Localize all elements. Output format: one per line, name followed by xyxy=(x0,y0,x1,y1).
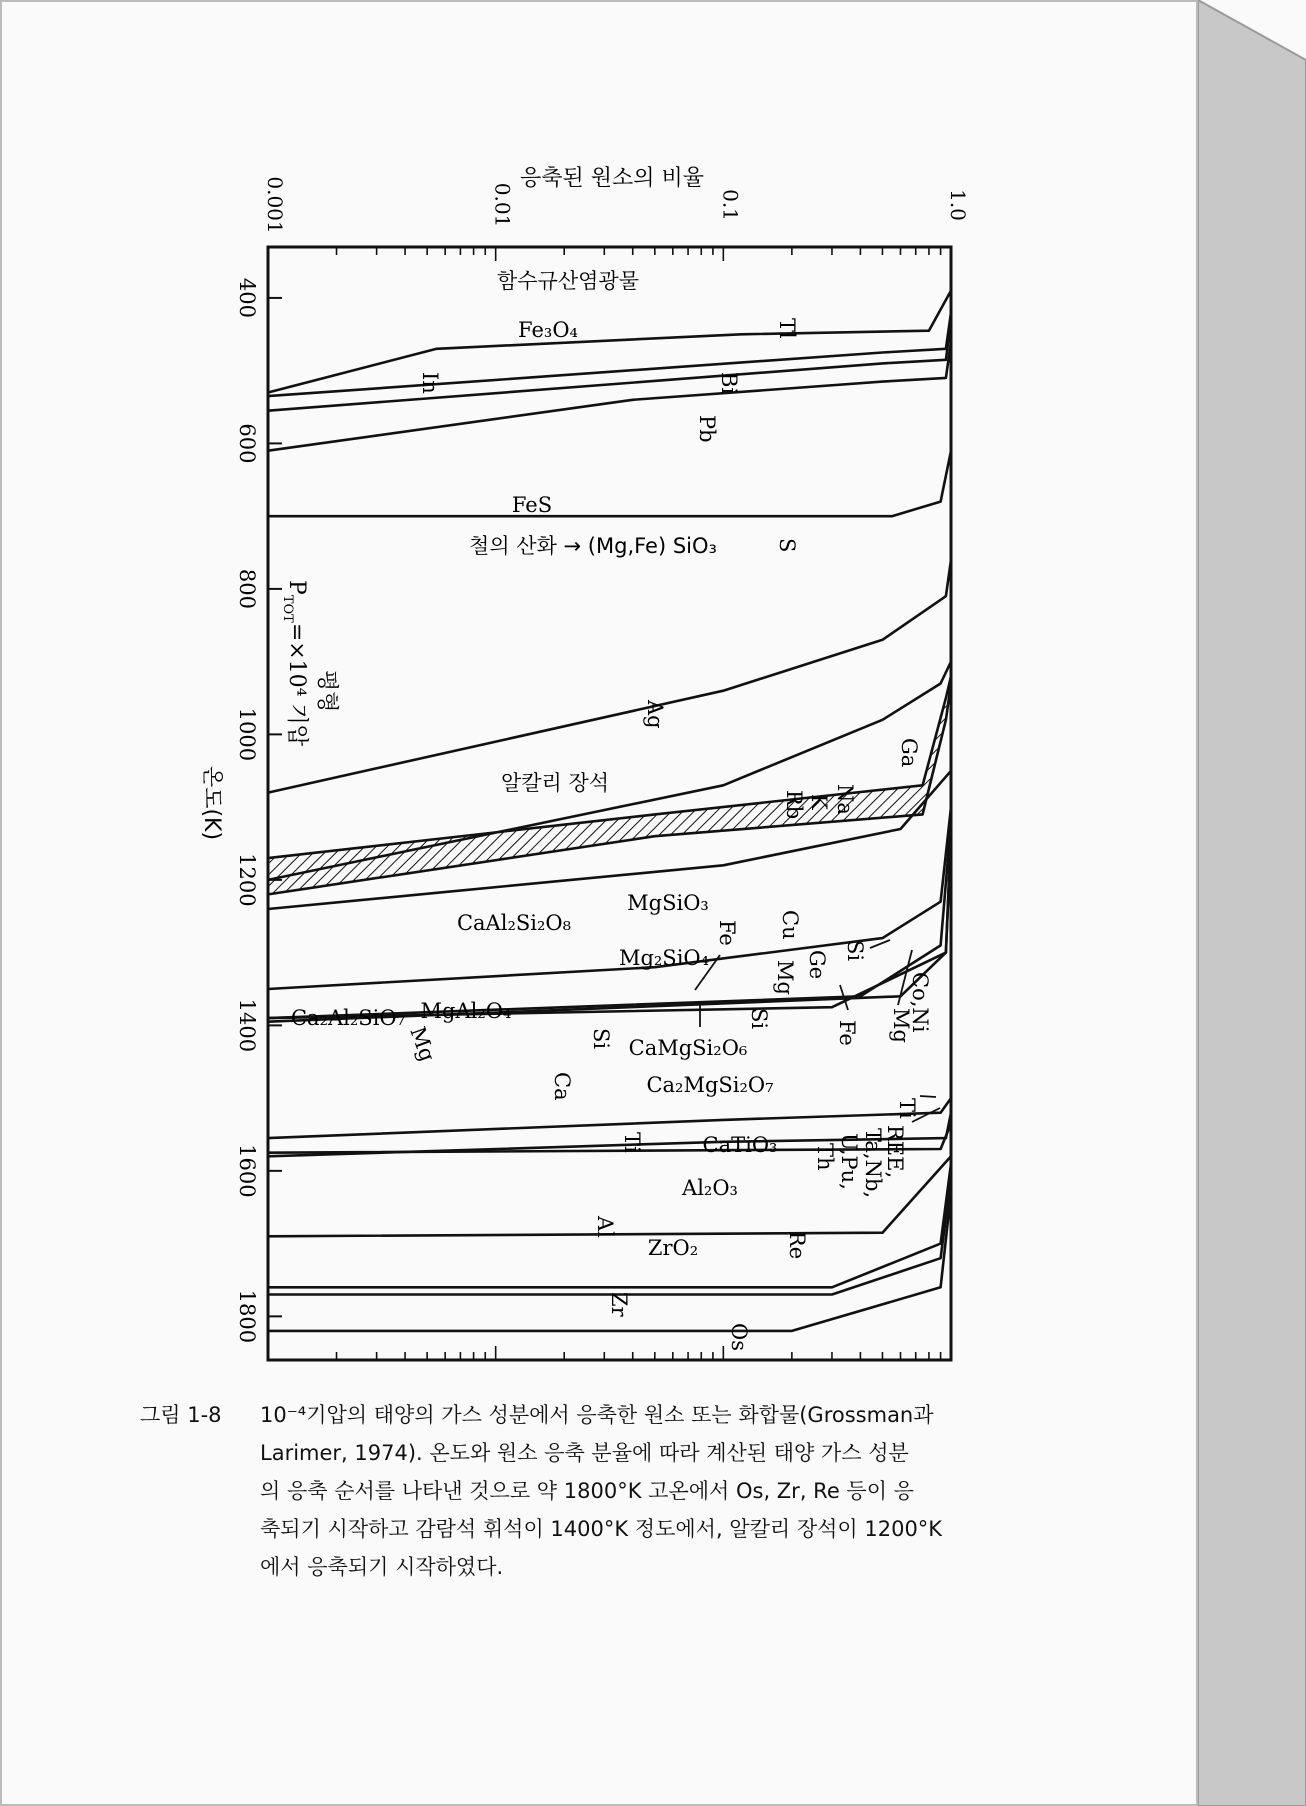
x-tick-label: 0.001 xyxy=(263,176,287,234)
element-label: Ti xyxy=(620,1132,644,1153)
element-label: Os xyxy=(727,1323,751,1351)
phase-label: FeS xyxy=(511,493,553,517)
element-label: Si xyxy=(747,1008,771,1030)
element-label: Ti xyxy=(895,1098,919,1119)
element-label: Ga xyxy=(897,738,921,768)
element-label: Fe xyxy=(835,1020,859,1046)
element-label: Si xyxy=(843,940,867,962)
phase-label: Ca₂Al₂SiO₇ xyxy=(290,1006,406,1030)
x-tick-label: 1.0 xyxy=(946,189,970,221)
caption-line: Larimer, 1974). 온도와 원소 응축 분율에 따라 계산된 태양 가스 성분 xyxy=(260,1441,909,1465)
y-tick-label: 800 xyxy=(235,568,259,609)
element-label: Rb xyxy=(782,790,806,820)
element-label: REE, xyxy=(883,1125,907,1179)
y-tick-label: 1600 xyxy=(235,1144,259,1198)
phase-label: Al₂O₃ xyxy=(682,1176,738,1200)
pressure-note-title: 평형 xyxy=(314,670,339,713)
phase-label: MgAl₂O₄ xyxy=(420,999,512,1023)
phase-label: Ca₂MgSi₂O₇ xyxy=(646,1073,774,1097)
element-label: Bi xyxy=(717,372,741,395)
phase-label: ZrO₂ xyxy=(647,1236,699,1260)
element-label: In xyxy=(418,372,442,394)
caption-label: 그림 1-8 xyxy=(140,1403,222,1427)
element-label: U,Pu, xyxy=(837,1133,861,1190)
phase-label: MgSiO₃ xyxy=(627,891,709,915)
element-label: S xyxy=(775,538,799,553)
element-label: Re xyxy=(785,1231,809,1260)
y-axis-title: 온도(K) xyxy=(199,765,224,841)
x-tick-label: 0.01 xyxy=(490,182,515,228)
arrow-ti2 xyxy=(920,1096,936,1097)
phase-label: 철의 산화 → (Mg,Fe) SiO₃ xyxy=(469,534,717,558)
element-label: Tl xyxy=(775,318,799,339)
x-tick-label: 0.1 xyxy=(718,189,743,221)
element-label: Cu xyxy=(778,910,802,940)
element-label: Pb xyxy=(695,415,719,443)
phase-label: CaMgSi₂O₆ xyxy=(628,1036,748,1060)
x-axis-title: 응축된 원소의 비율 xyxy=(519,166,705,191)
caption-line: 에서 응축되기 시작하였다. xyxy=(260,1555,504,1579)
element-label: Si xyxy=(589,1028,613,1050)
element-label: Zr xyxy=(607,1292,631,1317)
element-label: Fe xyxy=(715,920,739,946)
pressure-P: P xyxy=(284,580,309,595)
element-label: Co,Ni xyxy=(908,972,932,1033)
element-label: Ag xyxy=(643,700,667,729)
element-label: Mg xyxy=(405,1023,440,1065)
element-label: K xyxy=(807,794,831,810)
caption-line: 의 응축 순서를 나타낸 것으로 약 1800°K 고온에서 Os, Zr, Re 등이 응 xyxy=(260,1479,914,1503)
y-tick-label: 400 xyxy=(235,277,259,318)
pressure-value: =×10⁴ 기압 xyxy=(284,622,309,746)
book-spine-shadow xyxy=(1198,0,1306,1806)
phase-label: Fe₃O₄ xyxy=(518,318,578,342)
phase-label: 함수규산염광물 xyxy=(496,269,640,293)
pressure-sub: TOT xyxy=(280,594,295,623)
element-label: Mg xyxy=(889,1008,913,1043)
y-tick-label: 1800 xyxy=(235,1289,259,1344)
y-tick-label: 600 xyxy=(235,423,259,464)
phase-label: 알칼리 장석 xyxy=(500,771,610,795)
element-label: Th xyxy=(813,1143,837,1171)
y-tick-label: 1200 xyxy=(235,853,259,907)
caption-line: 축되기 시작하고 감람석 휘석이 1400°K 정도에서, 알칼리 장석이 1200°K xyxy=(260,1517,943,1541)
phase-label: Mg₂SiO₄ xyxy=(618,946,710,970)
element-label: Al xyxy=(593,1216,617,1238)
element-label: Na xyxy=(833,784,857,815)
element-label: Mg xyxy=(773,960,797,995)
element-label: Ge xyxy=(805,950,829,980)
y-tick-label: 1400 xyxy=(235,998,259,1053)
caption-line: 10⁻⁴기압의 태양의 가스 성분에서 응축한 원소 또는 화합물(Grossman과 xyxy=(260,1403,934,1427)
phase-label: CaTiO₃ xyxy=(702,1133,778,1157)
element-label: Ta,Nb, xyxy=(861,1128,885,1199)
element-label: Ca xyxy=(550,1072,574,1101)
phase-label: CaAl₂Si₂O₈ xyxy=(456,911,572,935)
caption-body xyxy=(260,1396,1160,1586)
y-tick-label: 1000 xyxy=(235,707,259,762)
